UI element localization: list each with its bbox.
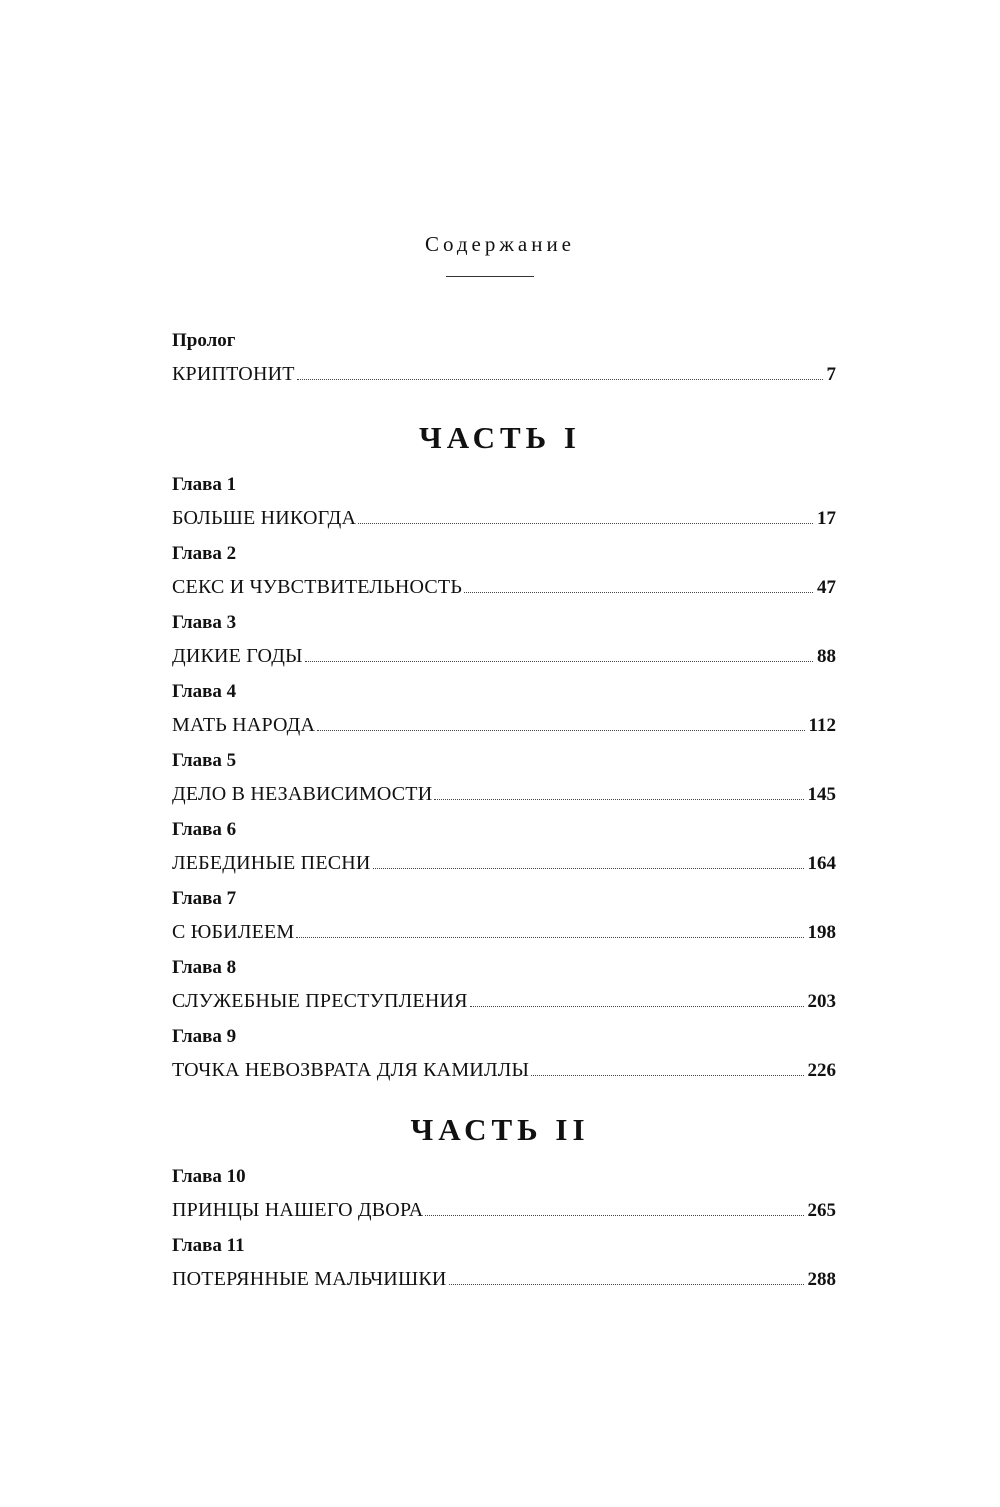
entry-label: Глава 1 [172,474,237,495]
entry-page-number: 198 [807,922,836,943]
entry-label: Глава 3 [172,612,237,633]
entry-page-number: 288 [807,1269,836,1290]
dot-leader [425,1215,803,1216]
dot-leader [464,592,813,593]
dot-leader [317,730,804,731]
dot-leader [296,937,803,938]
title-divider [446,276,534,277]
dot-leader [434,799,803,800]
part-heading-2: ЧАСТЬ II [410,1112,590,1147]
entry-page-number: 47 [817,577,836,598]
dot-leader [531,1075,803,1076]
part-heading-1: ЧАСТЬ I [419,420,581,455]
entry-label: Глава 5 [172,750,237,771]
entry-title: С ЮБИЛЕЕМ [172,921,295,943]
entry-page-number: 164 [807,853,836,874]
entry-title: МАТЬ НАРОДА [172,714,316,736]
dot-leader [358,523,813,524]
entry-title: СЛУЖЕБНЫЕ ПРЕСТУПЛЕНИЯ [172,990,468,1012]
entry-title: ДЕЛО В НЕЗАВИСИМОСТИ [172,783,433,805]
entry-label: Глава 6 [172,819,237,840]
entry-page-number: 17 [817,508,836,529]
entry-label: Пролог [172,330,236,351]
entry-page-number: 265 [807,1200,836,1221]
dot-leader [373,868,804,869]
page-title: Содержание [424,232,576,256]
entry-page-number: 7 [826,364,836,385]
entry-label: Глава 9 [172,1026,237,1047]
entry-page-number: 112 [808,715,836,736]
entry-label: Глава 8 [172,957,237,978]
entry-page-number: 88 [817,646,836,667]
entry-title: ПРИНЦЫ НАШЕГО ДВОРА [172,1199,424,1221]
entry-title: ДИКИЕ ГОДЫ [172,645,303,667]
dot-leader [470,1006,804,1007]
entry-title: КРИПТОНИТ [172,363,295,385]
entry-title: БОЛЬШЕ НИКОГДА [172,507,357,529]
entry-label: Глава 11 [172,1235,245,1256]
entry-label: Глава 7 [172,888,237,909]
dot-leader [305,661,813,662]
entry-page-number: 203 [807,991,836,1012]
entry-page-number: 226 [807,1060,836,1081]
entry-title: СЕКС И ЧУВСТВИТЕЛЬНОСТЬ [172,576,463,598]
dot-leader [449,1284,804,1285]
entry-title: ПОТЕРЯННЫЕ МАЛЬЧИШКИ [172,1268,447,1290]
dot-leader [297,379,823,380]
entry-label: Глава 4 [172,681,237,702]
entry-page-number: 145 [807,784,836,805]
entry-label: Глава 10 [172,1166,246,1187]
entry-label: Глава 2 [172,543,237,564]
entry-title: ТОЧКА НЕВОЗВРАТА ДЛЯ КАМИЛЛЫ [172,1059,530,1081]
entry-title: ЛЕБЕДИНЫЕ ПЕСНИ [172,852,371,874]
